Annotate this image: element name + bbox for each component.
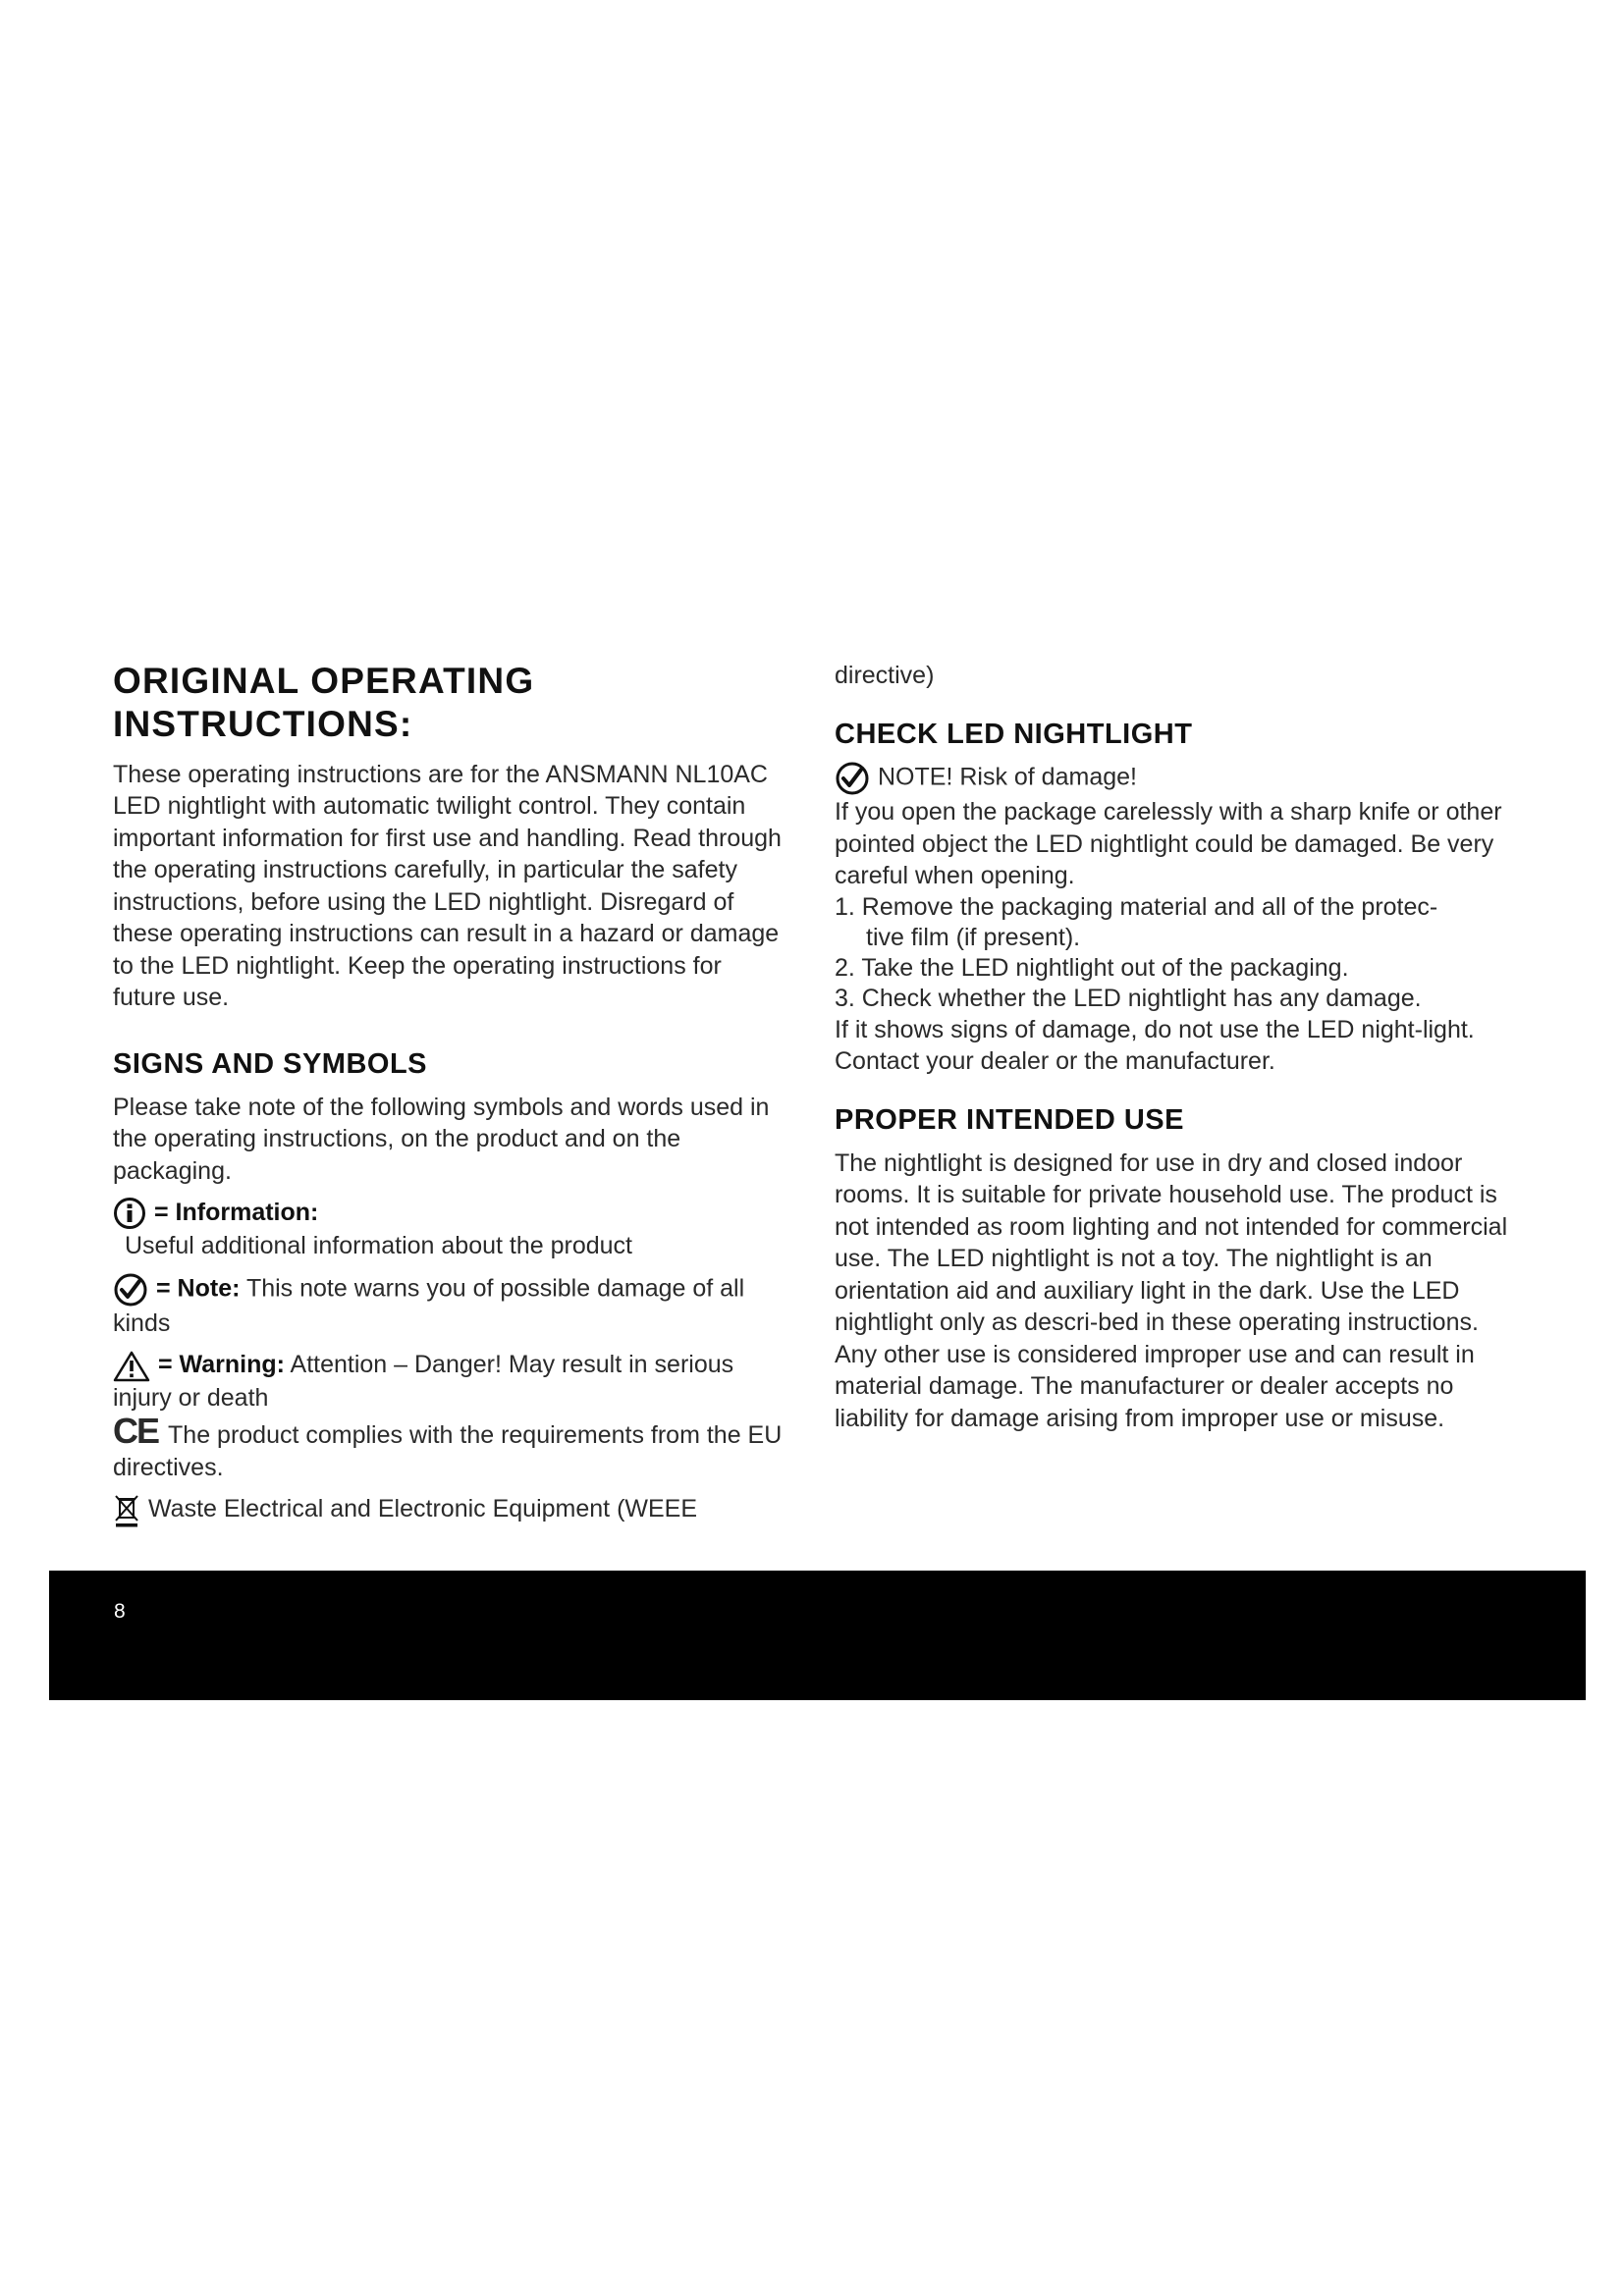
info-icon bbox=[113, 1197, 146, 1230]
page-title: ORIGINAL OPERATING INSTRUCTIONS: bbox=[113, 661, 535, 745]
crossed-bin-icon bbox=[113, 1494, 140, 1527]
step-1: 1. Remove the packaging material and all of the protec- tive film (if present). bbox=[835, 892, 1438, 951]
ce-mark-icon: CE bbox=[113, 1411, 159, 1452]
weee-continuation: directive) bbox=[835, 662, 935, 689]
symbol-warning bbox=[113, 1349, 790, 1414]
step-2: 2. Take the LED nightlight out of the packaging. bbox=[835, 953, 1349, 982]
right-column bbox=[835, 660, 1522, 1434]
page-number: 8 bbox=[114, 1600, 126, 1623]
damage-paragraph: If it shows signs of damage, do not use the LED night-light. Contact your dealer or the manufacturer. bbox=[835, 1015, 1475, 1076]
check-note-text: NOTE! Risk of damage! bbox=[878, 763, 1137, 791]
check-circle-icon bbox=[835, 761, 870, 796]
warning-text: Attention – Danger! May result in serious injury or death bbox=[113, 1351, 734, 1412]
use-paragraph: The nightlight is designed for use in dry and closed indoor rooms. It is suitable for private household use. The product is not intended as room lighting and not intended for commercial use. The LED nightlight is not a toy. The nightlight is an orientation aid and auxiliary light in the dark. Use the LED nightlight only as descri-bed in these operating instructions. Any other use is considered improper use and can result in material damage. The manufacturer or dealer accepts no liability for damage arising from improper use or misuse. bbox=[835, 1148, 1508, 1432]
note-label: = Note: bbox=[156, 1274, 241, 1303]
symbol-info bbox=[113, 1197, 790, 1262]
warning-triangle-icon bbox=[113, 1351, 150, 1382]
check-note bbox=[835, 761, 1522, 796]
signs-intro: Please take note of the following symbols and words used in the operating instructions, on the product and on the packaging. bbox=[113, 1093, 770, 1185]
check-heading: CHECK LED NIGHTLIGHT bbox=[835, 718, 1193, 750]
left-column bbox=[113, 660, 790, 1527]
weee-text: Waste Electrical and Electronic Equipment (WEEE bbox=[148, 1495, 698, 1523]
signs-heading: SIGNS AND SYMBOLS bbox=[113, 1047, 428, 1080]
note-text: This note warns you of possible damage of all kinds bbox=[113, 1274, 745, 1337]
info-label: = Information: bbox=[154, 1199, 319, 1227]
check-circle-icon bbox=[113, 1272, 148, 1308]
info-text: Useful additional information about the product bbox=[125, 1232, 632, 1260]
check-paragraph: If you open the package carelessly with a sharp knife or other pointed object the LED nightlight could be damaged. Be very careful when opening. bbox=[835, 798, 1502, 890]
ce-text: The product complies with the requirements from the EU directives. bbox=[113, 1421, 783, 1481]
check-steps bbox=[835, 892, 1522, 1014]
step-3: 3. Check whether the LED nightlight has any damage. bbox=[835, 984, 1422, 1012]
use-heading: PROPER INTENDED USE bbox=[835, 1103, 1184, 1136]
intro-paragraph: These operating instructions are for the ANSMANN NL10AC LED nightlight with automatic twilight control. They contain important information for first use and handling. Read through the operating instructions carefully, in particular the safety instructions, before using the LED nightlight. Disregard of these operating instructions can result in a hazard or damage to the LED nightlight. Keep the operating instructions for future use. bbox=[113, 760, 782, 1012]
symbol-note bbox=[113, 1272, 790, 1340]
symbol-ce bbox=[113, 1411, 790, 1483]
symbol-weee bbox=[113, 1493, 790, 1526]
warning-label: = Warning: bbox=[158, 1351, 285, 1379]
footer-bar bbox=[49, 1571, 1586, 1700]
